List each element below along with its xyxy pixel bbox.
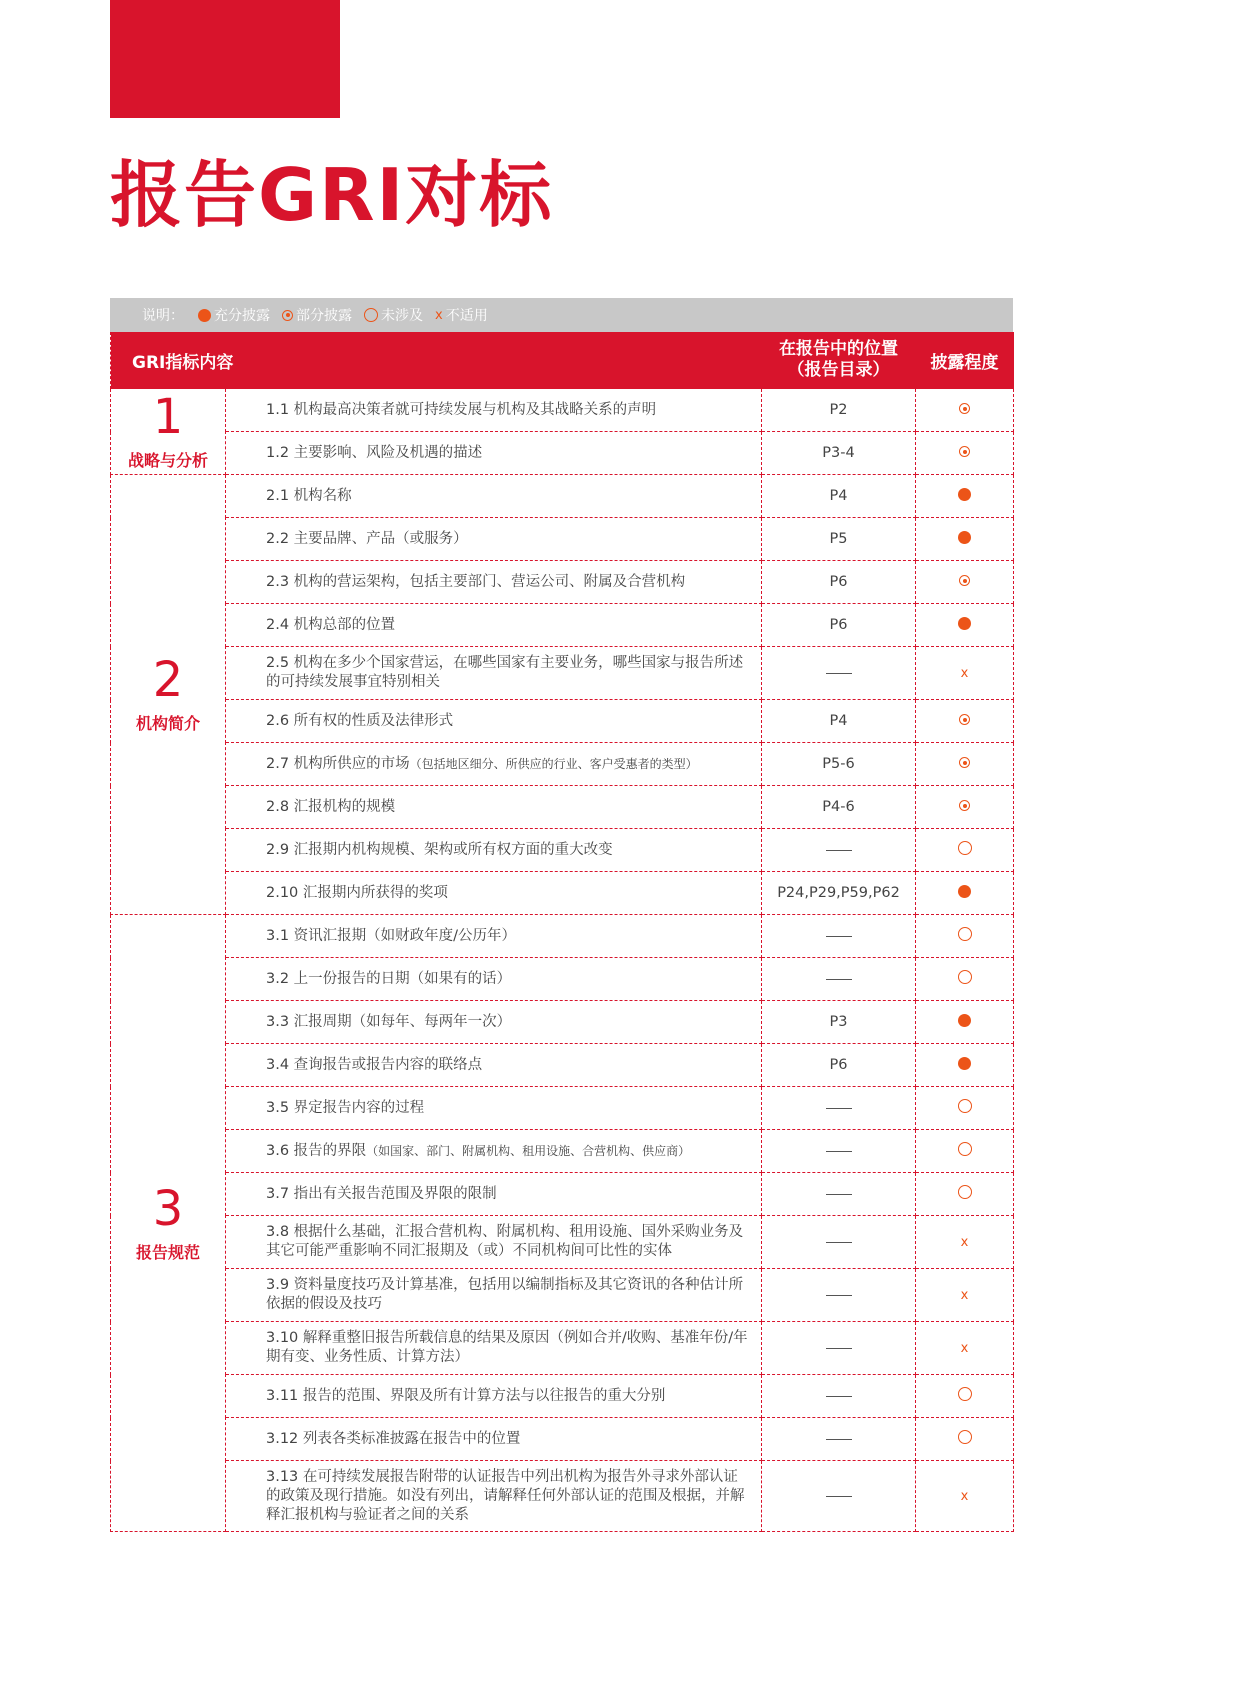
page-reference [762,389,916,432]
table-row [111,743,1014,786]
indicator-text [226,1216,762,1269]
disclosure-degree [916,872,1014,915]
dash-icon [826,850,852,851]
indicator-text [226,1001,762,1044]
category-cell [111,475,226,915]
page-value: P4 [829,713,848,729]
table-row [111,829,1014,872]
indicator-note: （如国家、部门、附属机构、租用设施、合营机构、供应商） [366,1143,691,1158]
indicator-label: 2.4 机构总部的位置 [266,616,396,633]
page-value: P24,P29,P59,P62 [777,885,900,901]
not-covered-icon [958,1430,972,1444]
disclosure-degree [916,786,1014,829]
page-reference [762,1216,916,1269]
indicator-label: 2.9 汇报期内机构规模、架构或所有权方面的重大改变 [266,841,613,858]
indicator-label: 3.7 指出有关报告范围及界限的限制 [266,1185,497,1202]
not-covered-icon [958,927,972,941]
category-number: 3 [152,1180,184,1237]
indicator-text [226,1418,762,1461]
disclosure-degree [916,700,1014,743]
dash-icon [826,1439,852,1440]
disclosure-degree [916,958,1014,1001]
table-row [111,1269,1014,1322]
table-row [111,958,1014,1001]
indicator-label: 3.10 解释重整旧报告所载信息的结果及原因（例如合并/收购、基准年份/年期有变、业务性质、计算方法） [266,1330,748,1365]
page-value: P6 [829,617,848,633]
indicator-text [226,432,762,475]
dash-icon [826,1295,852,1296]
indicator-label: 2.2 主要品牌、产品（或服务） [266,530,468,547]
indicator-label: 2.10 汇报期内所获得的奖项 [266,884,448,901]
partial-disclosure-icon [959,714,970,725]
page-value: P4 [829,488,848,504]
indicator-text [226,1044,762,1087]
dash-icon [826,673,852,674]
header-content: GRI指标内容 [111,332,762,389]
indicator-text [226,1087,762,1130]
indicator-text [226,700,762,743]
indicator-label: 3.11 报告的范围、界限及所有计算方法与以往报告的重大分别 [266,1387,666,1404]
dash-icon [826,1496,852,1497]
indicator-text [226,872,762,915]
dash-icon [826,1396,852,1397]
table-row [111,1001,1014,1044]
table-row [111,475,1014,518]
indicator-label: 3.12 列表各类标准披露在报告中的位置 [266,1430,521,1447]
disclosure-degree [916,1087,1014,1130]
indicator-text [226,1269,762,1322]
not-covered-icon [958,1185,972,1199]
indicator-label: 3.4 查询报告或报告内容的联络点 [266,1056,483,1073]
indicator-label: 3.1 资讯汇报期（如财政年度/公历年） [266,927,517,944]
indicator-label: 3.5 界定报告内容的过程 [266,1099,425,1116]
indicator-text [226,1173,762,1216]
page-reference [762,872,916,915]
page-value: P3-4 [822,445,855,461]
disclosure-degree [916,475,1014,518]
indicator-label: 2.6 所有权的性质及法律形式 [266,712,454,729]
page-reference [762,1322,916,1375]
disclosure-degree [916,743,1014,786]
indicator-label: 2.5 机构在多少个国家营运，在哪些国家有主要业务，哪些国家与报告所述的可持续发展事宜特别相关 [266,655,744,690]
dash-icon [826,979,852,980]
page-reference [762,604,916,647]
page-reference [762,1269,916,1322]
page-reference [762,958,916,1001]
top-red-block [110,0,340,118]
not-applicable-icon: x [960,1235,969,1250]
indicator-text [226,829,762,872]
page-reference [762,829,916,872]
category-number: 1 [152,389,184,445]
not-applicable-icon: x [960,666,969,681]
table-row [111,1461,1014,1532]
disclosure-degree [916,829,1014,872]
indicator-text [226,915,762,958]
page-title: 报告GRI对标 [110,153,554,237]
indicator-label: 2.3 机构的营运架构，包括主要部门、营运公司、附属及合营机构 [266,573,686,590]
indicator-label: 2.1 机构名称 [266,487,352,504]
page-reference [762,786,916,829]
table-row [111,1087,1014,1130]
disclosure-degree [916,1216,1014,1269]
page-reference [762,475,916,518]
disclosure-degree [916,1269,1014,1322]
full-disclosure-icon [958,488,971,501]
indicator-text [226,1461,762,1532]
indicator-label: 3.6 报告的界限 [266,1142,367,1159]
page-value: P6 [829,574,848,590]
not-covered-icon [958,841,972,855]
dash-icon [826,936,852,937]
full-disclosure-icon [958,531,971,544]
category-name: 机构简介 [135,714,200,733]
page-reference [762,1130,916,1173]
indicator-text [226,389,762,432]
page-value: P2 [829,402,848,418]
table-row [111,1173,1014,1216]
indicator-text [226,475,762,518]
page-reference [762,518,916,561]
page-reference [762,561,916,604]
table-row [111,1130,1014,1173]
full-disclosure-icon [198,309,211,322]
disclosure-degree [916,389,1014,432]
table-row [111,1044,1014,1087]
disclosure-degree [916,432,1014,475]
not-covered-icon [364,308,378,322]
page-reference [762,743,916,786]
disclosure-degree [916,1001,1014,1044]
page-reference [762,1001,916,1044]
legend-na: x 不适用 [435,307,488,324]
table-row [111,1216,1014,1269]
not-applicable-icon: x [960,1341,969,1356]
not-covered-icon [958,1387,972,1401]
not-covered-icon [958,970,972,984]
not-applicable-icon: x [960,1489,969,1504]
category-number: 2 [152,652,184,708]
indicator-text [226,604,762,647]
page-reference [762,1087,916,1130]
table-row [111,389,1014,432]
table-row [111,915,1014,958]
disclosure-degree [916,1461,1014,1532]
indicator-text [226,561,762,604]
page-value: P5-6 [822,756,855,772]
dash-icon [826,1348,852,1349]
disclosure-degree [916,604,1014,647]
partial-disclosure-icon [959,446,970,457]
legend-full: 充分披露 [198,305,270,325]
legend-none: 未涉及 [364,305,423,325]
legend-bar [110,298,1013,332]
indicator-text [226,647,762,700]
page-reference [762,432,916,475]
page-value: P4-6 [822,799,855,815]
partial-disclosure-icon [282,310,293,321]
category-name: 报告规范 [135,1242,200,1262]
disclosure-degree [916,915,1014,958]
page-reference [762,1375,916,1418]
header-degree: 披露程度 [916,332,1014,389]
partial-disclosure-icon [959,575,970,586]
page-reference [762,647,916,700]
page-reference [762,1044,916,1087]
page-value: P6 [829,1057,848,1073]
table-row [111,647,1014,700]
full-disclosure-icon [958,617,971,630]
indicator-text [226,1322,762,1375]
indicator-label: 1.1 机构最高决策者就可持续发展与机构及其战略关系的声明 [266,401,657,418]
disclosure-degree [916,1418,1014,1461]
table-row [111,561,1014,604]
table-row [111,518,1014,561]
table-row [111,700,1014,743]
category-name: 战略与分析 [127,451,208,470]
page-reference [762,915,916,958]
page-value: P5 [829,531,848,547]
disclosure-degree [916,1130,1014,1173]
legend-label: 说明： [142,308,184,324]
dash-icon [826,1242,852,1243]
page-reference [762,1173,916,1216]
full-disclosure-icon [958,885,971,898]
legend-partial: 部分披露 [282,305,352,325]
partial-disclosure-icon [959,757,970,768]
table-row [111,1322,1014,1375]
gri-table [110,332,1014,1532]
disclosure-degree [916,1044,1014,1087]
indicator-text [226,958,762,1001]
indicator-text [226,518,762,561]
indicator-text [226,743,762,786]
header-position: 在报告中的位置 （报告目录） [762,332,916,389]
not-applicable-icon: x [960,1288,969,1303]
table-row [111,604,1014,647]
table-body [111,389,1014,1532]
indicator-text [226,786,762,829]
category-cell [111,389,226,475]
disclosure-degree [916,647,1014,700]
dash-icon [826,1151,852,1152]
disclosure-degree [916,518,1014,561]
page-reference [762,1461,916,1532]
indicator-label: 2.7 机构所供应的市场 [266,755,410,772]
full-disclosure-icon [958,1014,971,1027]
partial-disclosure-icon [959,800,970,811]
indicator-text [226,1130,762,1173]
indicator-label: 3.2 上一份报告的日期（如果有的话） [266,970,512,987]
not-covered-icon [958,1142,972,1156]
full-disclosure-icon [958,1057,971,1070]
table-row [111,872,1014,915]
table-row [111,1375,1014,1418]
table-header-row [111,332,1014,389]
indicator-label: 2.8 汇报机构的规模 [266,798,396,815]
indicator-label: 3.3 汇报周期（如每年、每两年一次） [266,1013,512,1030]
table-row [111,432,1014,475]
indicator-label: 3.9 资料量度技巧及计算基准，包括用以编制指标及其它资讯的各种估计所依据的假设及技巧 [266,1277,744,1312]
indicator-label: 1.2 主要影响、风险及机遇的描述 [266,444,483,461]
category-cell [111,915,226,1532]
dash-icon [826,1108,852,1109]
indicator-note: （包括地区细分、所供应的行业、客户受惠者的类型） [409,756,698,771]
table-row [111,786,1014,829]
page-value: P3 [829,1014,848,1030]
page-reference [762,700,916,743]
disclosure-degree [916,1375,1014,1418]
not-covered-icon [958,1099,972,1113]
page-reference [762,1418,916,1461]
indicator-text [226,1375,762,1418]
table-row [111,1418,1014,1461]
disclosure-degree [916,561,1014,604]
disclosure-degree [916,1322,1014,1375]
disclosure-degree [916,1173,1014,1216]
indicator-label: 3.8 根据什么基础，汇报合营机构、附属机构、租用设施、国外采购业务及其它可能严重影响不同汇报期及（或）不同机构间可比性的实体 [266,1224,744,1259]
indicator-label: 3.13 在可持续发展报告附带的认证报告中列出机构为报告外寻求外部认证的政策及现行措施。如没有列出，请解释任何外部认证的范围及根据，并解释汇报机构与验证者之间的关系 [266,1468,745,1523]
partial-disclosure-icon [959,403,970,414]
not-applicable-icon: x [435,307,443,323]
dash-icon [826,1194,852,1195]
